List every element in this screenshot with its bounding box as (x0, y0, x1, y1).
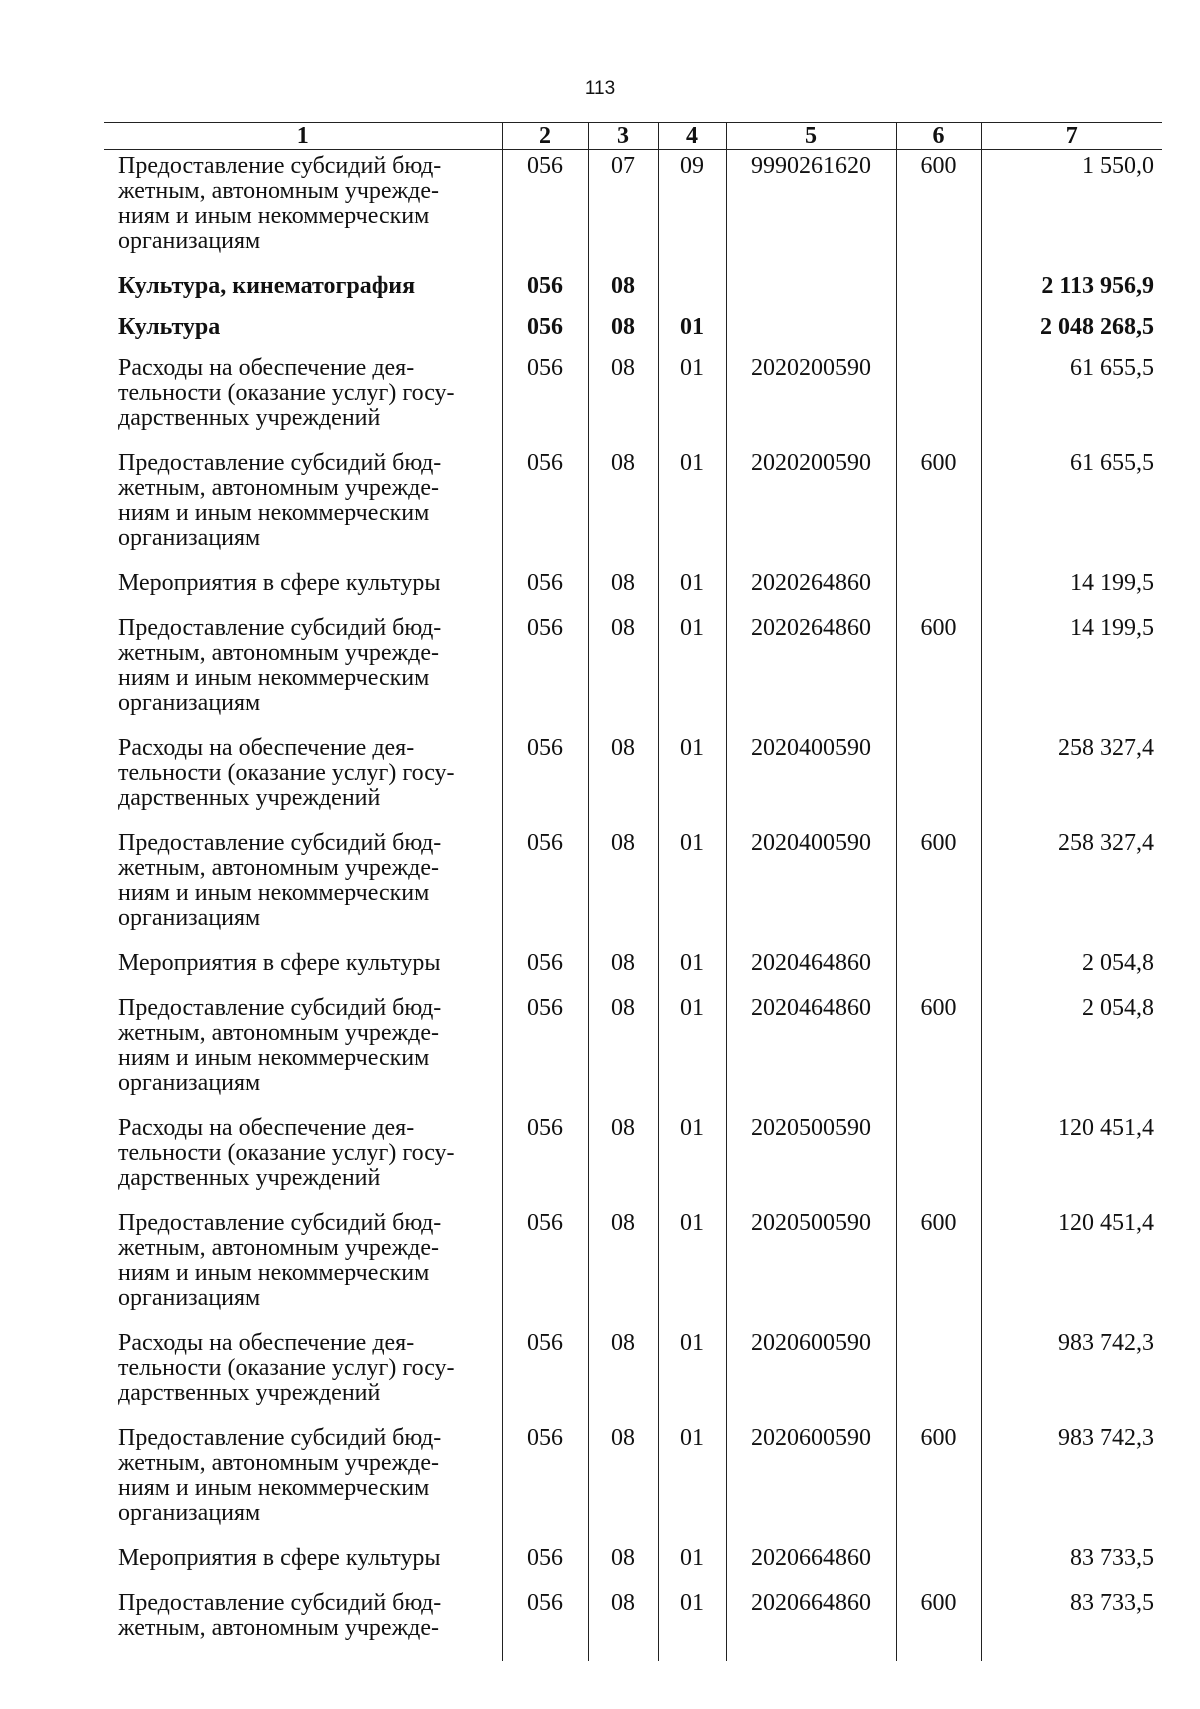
section-code-cell: 08 (588, 996, 658, 1116)
ministry-code-cell: 056 (502, 831, 588, 951)
ministry-code-cell: 056 (502, 1426, 588, 1546)
row-name-line: Предоставление субсидий бюд- (118, 995, 442, 1021)
row-name-line: жетным, автономным учрежде- (118, 1615, 440, 1641)
ministry-code-cell: 056 (502, 315, 588, 356)
target-article-cell: 2020264860 (726, 616, 896, 736)
row-name-line: Предоставление субсидий бюд- (118, 830, 442, 856)
expense-type-cell: 600 (896, 616, 981, 736)
table-row (104, 571, 1162, 616)
target-article-cell: 2020664860 (726, 1546, 896, 1591)
ministry-code-cell: 056 (502, 356, 588, 451)
subsection-code-cell: 01 (658, 831, 726, 951)
section-code-cell: 08 (588, 274, 658, 315)
ministry-code-cell: 056 (502, 1211, 588, 1331)
row-name-line: жетным, автономным учрежде- (118, 1235, 440, 1261)
section-code-cell: 08 (588, 831, 658, 951)
ministry-code-cell: 056 (502, 1546, 588, 1591)
row-name-line: ниям и иным некоммерческим (118, 1475, 430, 1501)
expense-type-cell: 600 (896, 1426, 981, 1546)
amount-cell: 61 655,5 (981, 451, 1162, 571)
row-name-cell (104, 571, 502, 616)
section-code-cell: 08 (588, 1426, 658, 1546)
amount-cell: 2 113 956,9 (981, 274, 1162, 315)
row-name-line: организациям (118, 1285, 261, 1311)
amount-cell: 83 733,5 (981, 1591, 1162, 1661)
target-article-cell: 2020500590 (726, 1116, 896, 1211)
section-code-cell: 08 (588, 1546, 658, 1591)
row-name-line: ниям и иным некоммерческим (118, 500, 430, 526)
row-name-line: тельности (оказание услуг) госу- (118, 760, 455, 786)
row-name-cell (104, 951, 502, 996)
section-code-cell: 08 (588, 1211, 658, 1331)
section-code-cell: 08 (588, 616, 658, 736)
expense-type-cell (896, 951, 981, 996)
page-number: 113 (584, 78, 616, 99)
row-name-line: дарственных учреждений (118, 405, 381, 431)
target-article-cell: 2020600590 (726, 1426, 896, 1546)
amount-cell: 83 733,5 (981, 1546, 1162, 1591)
subsection-code-cell: 01 (658, 1546, 726, 1591)
row-name-line: Мероприятия в сфере культуры (118, 950, 441, 976)
row-name-line: Расходы на обеспечение дея- (118, 355, 415, 381)
amount-cell: 983 742,3 (981, 1331, 1162, 1426)
row-name-line: Предоставление субсидий бюд- (118, 1210, 442, 1236)
subsection-code-cell: 01 (658, 1116, 726, 1211)
column-header-7: 7 (981, 123, 1162, 150)
row-name-line: тельности (оказание услуг) госу- (118, 1140, 455, 1166)
ministry-code-cell: 056 (502, 150, 588, 275)
amount-cell: 120 451,4 (981, 1211, 1162, 1331)
ministry-code-cell: 056 (502, 1331, 588, 1426)
row-name-cell (104, 1426, 502, 1546)
section-code-cell: 08 (588, 736, 658, 831)
table-row (104, 831, 1162, 951)
subsection-code-cell: 01 (658, 571, 726, 616)
ministry-code-cell: 056 (502, 1116, 588, 1211)
row-name-line: Расходы на обеспечение дея- (118, 1330, 415, 1356)
row-name-line: Предоставление субсидий бюд- (118, 615, 442, 641)
row-name-cell (104, 616, 502, 736)
section-code-cell: 07 (588, 150, 658, 275)
table-row (104, 1331, 1162, 1426)
target-article-cell: 2020200590 (726, 356, 896, 451)
table-row (104, 1211, 1162, 1331)
target-article-cell: 9990261620 (726, 150, 896, 275)
table-row (104, 150, 1162, 275)
target-article-cell: 2020400590 (726, 831, 896, 951)
row-name-line: ниям и иным некоммерческим (118, 1260, 430, 1286)
section-code-cell: 08 (588, 315, 658, 356)
amount-cell: 983 742,3 (981, 1426, 1162, 1546)
section-code-cell: 08 (588, 451, 658, 571)
row-name-line: ниям и иным некоммерческим (118, 203, 430, 229)
table-row (104, 1116, 1162, 1211)
expense-type-cell: 600 (896, 831, 981, 951)
section-code-cell: 08 (588, 951, 658, 996)
expense-type-cell (896, 1331, 981, 1426)
expense-type-cell: 600 (896, 451, 981, 571)
subsection-code-cell: 01 (658, 315, 726, 356)
column-header-2: 2 (502, 123, 588, 150)
target-article-cell (726, 315, 896, 356)
header-row (104, 123, 1162, 150)
row-name-line: дарственных учреждений (118, 785, 381, 811)
ministry-code-cell: 056 (502, 1591, 588, 1661)
table-row (104, 315, 1162, 356)
row-name-line: организациям (118, 690, 261, 716)
column-header-4: 4 (658, 123, 726, 150)
expense-type-cell: 600 (896, 1591, 981, 1661)
row-name-line: Предоставление субсидий бюд- (118, 1590, 442, 1616)
column-header-1: 1 (104, 123, 502, 150)
target-article-cell: 2020600590 (726, 1331, 896, 1426)
amount-cell: 2 048 268,5 (981, 315, 1162, 356)
table-row (104, 274, 1162, 315)
row-name-cell (104, 274, 502, 315)
column-header-6: 6 (896, 123, 981, 150)
target-article-cell (726, 274, 896, 315)
ministry-code-cell: 056 (502, 616, 588, 736)
table-row (104, 736, 1162, 831)
row-name-line: жетным, автономным учрежде- (118, 475, 440, 501)
row-name-line: организациям (118, 905, 261, 931)
expense-type-cell: 600 (896, 996, 981, 1116)
ministry-code-cell: 056 (502, 274, 588, 315)
row-name-line: Расходы на обеспечение дея- (118, 735, 415, 761)
row-name-line: жетным, автономным учрежде- (118, 1450, 440, 1476)
row-name-line: Мероприятия в сфере культуры (118, 1545, 441, 1571)
table-row (104, 951, 1162, 996)
table-body (104, 150, 1162, 1662)
ministry-code-cell: 056 (502, 996, 588, 1116)
table-row (104, 451, 1162, 571)
amount-cell: 14 199,5 (981, 571, 1162, 616)
expense-type-cell (896, 736, 981, 831)
row-name-line: жетным, автономным учрежде- (118, 1020, 440, 1046)
section-code-cell: 08 (588, 1591, 658, 1661)
subsection-code-cell: 01 (658, 1211, 726, 1331)
subsection-code-cell: 01 (658, 1331, 726, 1426)
row-name-line: дарственных учреждений (118, 1380, 381, 1406)
row-name-cell (104, 451, 502, 571)
row-name-line: Мероприятия в сфере культуры (118, 570, 441, 596)
row-name-cell (104, 150, 502, 275)
expense-type-cell (896, 274, 981, 315)
subsection-code-cell: 01 (658, 736, 726, 831)
row-name-cell (104, 1591, 502, 1661)
column-header-3: 3 (588, 123, 658, 150)
amount-cell: 61 655,5 (981, 356, 1162, 451)
section-code-cell: 08 (588, 571, 658, 616)
subsection-code-cell: 01 (658, 1426, 726, 1546)
row-name-line: организациям (118, 228, 261, 254)
ministry-code-cell: 056 (502, 571, 588, 616)
row-name-line: Предоставление субсидий бюд- (118, 153, 442, 179)
ministry-code-cell: 056 (502, 951, 588, 996)
target-article-cell: 2020500590 (726, 1211, 896, 1331)
amount-cell: 120 451,4 (981, 1116, 1162, 1211)
row-name-line: дарственных учреждений (118, 1165, 381, 1191)
amount-cell: 2 054,8 (981, 951, 1162, 996)
row-name-cell (104, 831, 502, 951)
row-name-line: организациям (118, 1070, 261, 1096)
row-name-line: тельности (оказание услуг) госу- (118, 1355, 455, 1381)
expense-type-cell (896, 1546, 981, 1591)
table-row (104, 616, 1162, 736)
amount-cell: 14 199,5 (981, 616, 1162, 736)
target-article-cell: 2020664860 (726, 1591, 896, 1661)
expense-type-cell (896, 356, 981, 451)
section-code-cell: 08 (588, 1116, 658, 1211)
row-name-line: Культура (118, 314, 221, 340)
row-name-line: ниям и иным некоммерческим (118, 880, 430, 906)
target-article-cell: 2020200590 (726, 451, 896, 571)
subsection-code-cell: 01 (658, 616, 726, 736)
row-name-line: ниям и иным некоммерческим (118, 1045, 430, 1071)
subsection-code-cell (658, 274, 726, 315)
row-name-cell (104, 1211, 502, 1331)
target-article-cell: 2020264860 (726, 571, 896, 616)
target-article-cell: 2020400590 (726, 736, 896, 831)
row-name-cell (104, 736, 502, 831)
row-name-line: жетным, автономным учрежде- (118, 640, 440, 666)
expense-type-cell (896, 571, 981, 616)
row-name-cell (104, 1116, 502, 1211)
amount-cell: 258 327,4 (981, 831, 1162, 951)
row-name-line: Предоставление субсидий бюд- (118, 450, 442, 476)
expense-type-cell: 600 (896, 1211, 981, 1331)
row-name-cell (104, 356, 502, 451)
subsection-code-cell: 01 (658, 451, 726, 571)
table-row (104, 996, 1162, 1116)
row-name-cell (104, 1331, 502, 1426)
amount-cell: 2 054,8 (981, 996, 1162, 1116)
column-header-5: 5 (726, 123, 896, 150)
target-article-cell: 2020464860 (726, 951, 896, 996)
expense-type-cell (896, 1116, 981, 1211)
expense-type-cell: 600 (896, 150, 981, 275)
row-name-line: тельности (оказание услуг) госу- (118, 380, 455, 406)
budget-table (104, 122, 1162, 1661)
subsection-code-cell: 01 (658, 1591, 726, 1661)
row-name-cell (104, 315, 502, 356)
row-name-line: Предоставление субсидий бюд- (118, 1425, 442, 1451)
subsection-code-cell: 01 (658, 996, 726, 1116)
subsection-code-cell: 01 (658, 356, 726, 451)
table-row (104, 1591, 1162, 1661)
row-name-line: организациям (118, 1500, 261, 1526)
row-name-line: Расходы на обеспечение дея- (118, 1115, 415, 1141)
row-name-line: организациям (118, 525, 261, 551)
table-row (104, 1426, 1162, 1546)
table-row (104, 1546, 1162, 1591)
row-name-line: Культура, кинематография (118, 273, 416, 299)
ministry-code-cell: 056 (502, 451, 588, 571)
amount-cell: 258 327,4 (981, 736, 1162, 831)
section-code-cell: 08 (588, 356, 658, 451)
row-name-cell (104, 996, 502, 1116)
expense-type-cell (896, 315, 981, 356)
row-name-cell (104, 1546, 502, 1591)
amount-cell: 1 550,0 (981, 150, 1162, 275)
row-name-line: жетным, автономным учрежде- (118, 178, 440, 204)
row-name-line: ниям и иным некоммерческим (118, 665, 430, 691)
table-row (104, 356, 1162, 451)
section-code-cell: 08 (588, 1331, 658, 1426)
subsection-code-cell: 09 (658, 150, 726, 275)
ministry-code-cell: 056 (502, 736, 588, 831)
row-name-line: жетным, автономным учрежде- (118, 855, 440, 881)
target-article-cell: 2020464860 (726, 996, 896, 1116)
subsection-code-cell: 01 (658, 951, 726, 996)
